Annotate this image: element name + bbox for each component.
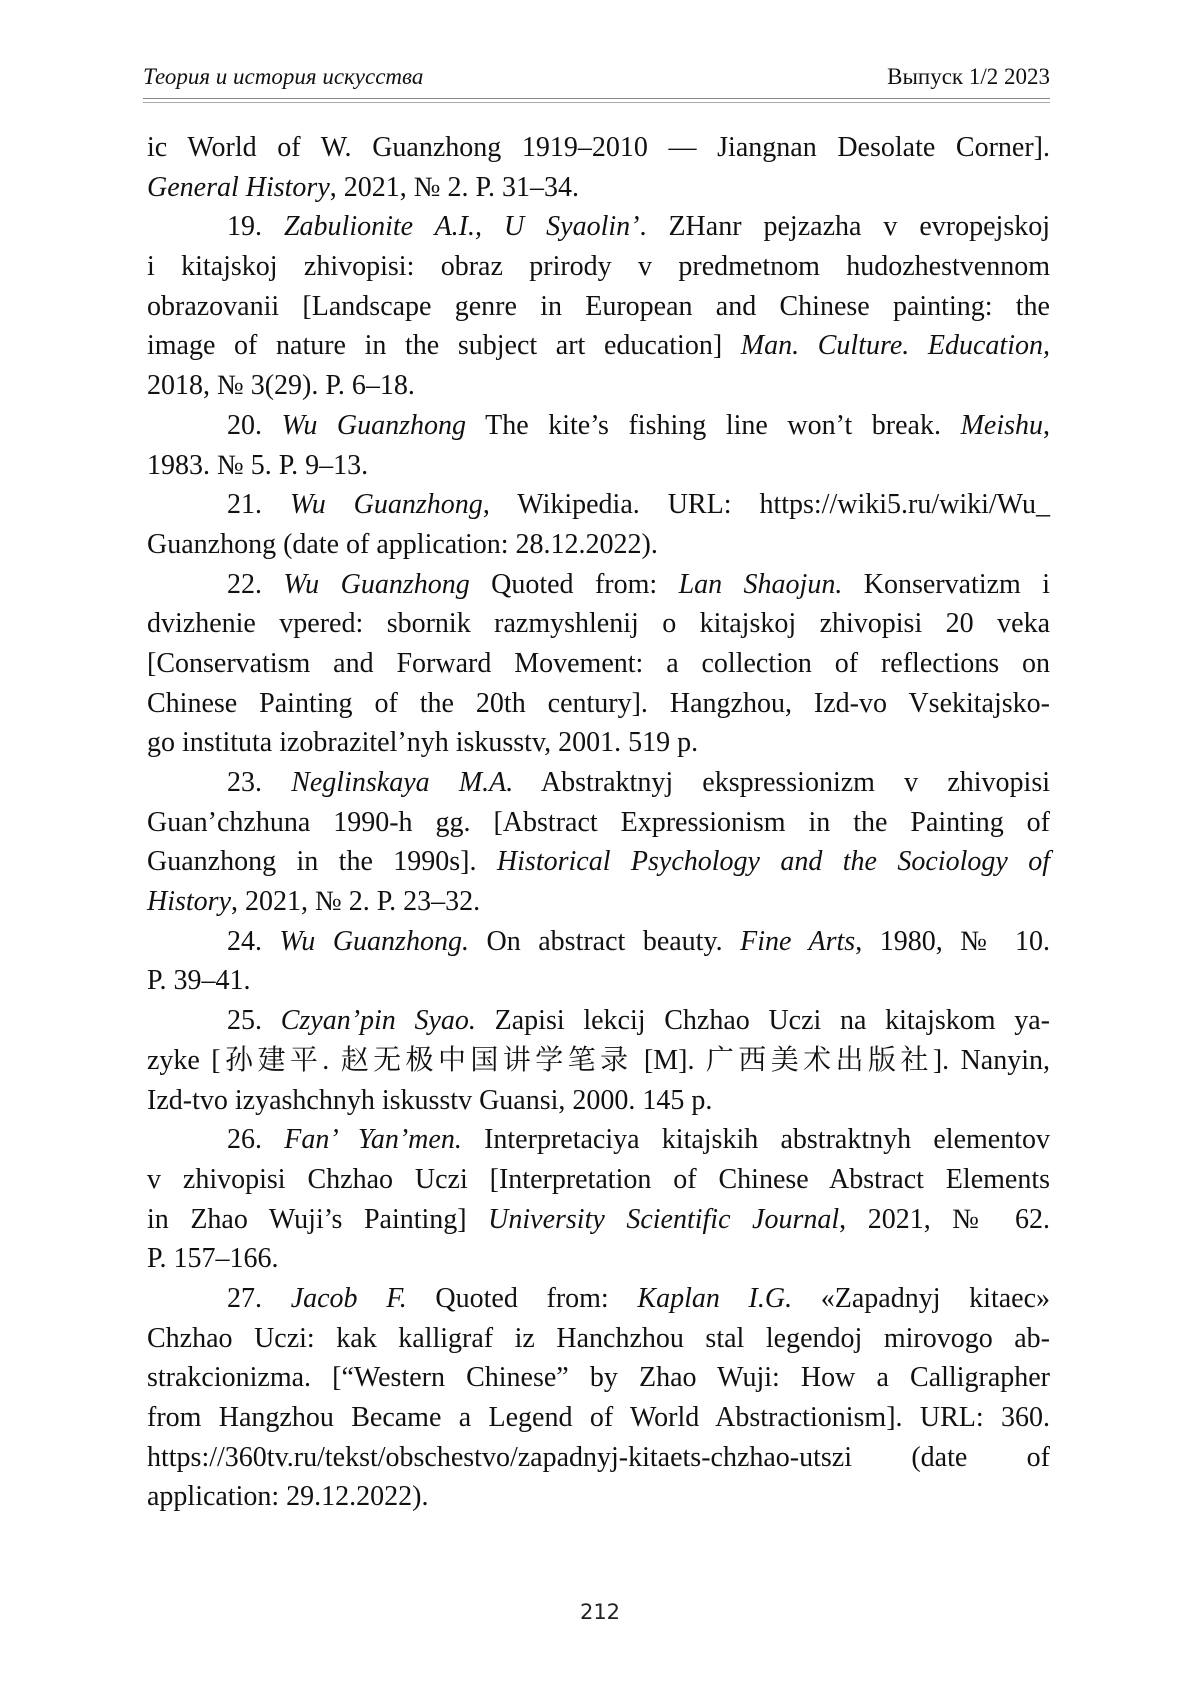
text-line (147, 1398, 1050, 1438)
italic-text: Fine Arts (740, 925, 856, 957)
text-segment: Guanzhong in the 1990s]. (147, 846, 497, 878)
text-line (147, 168, 1050, 208)
text-segment: v zhivopisi Chzhao Uczi [Interpretation of Chinese Abstract Elements (147, 1163, 1050, 1195)
text-segment: 20. (227, 409, 282, 441)
text-line (147, 485, 1050, 525)
italic-text: Czyan’pin Syao. (280, 1005, 476, 1037)
text-line (147, 803, 1050, 843)
text-segment: Chinese Painting of the 20th century]. Hangzhou, Izd-vo Vsekitajsko- (147, 687, 1050, 719)
reference-list (147, 128, 1050, 1517)
text-segment: from Hangzhou Became a Legend of World Abstractionism]. URL: 360. (147, 1402, 1050, 1433)
italic-text: Neglinskaya M.A. (291, 767, 514, 798)
text-line (147, 1319, 1050, 1359)
running-header (143, 64, 1050, 94)
text-segment: obrazovanii [Landscape genre in European and Chinese painting: the (147, 290, 1050, 322)
page-number: 212 (579, 1600, 621, 1624)
text-line (147, 207, 1050, 247)
text-segment: go instituta izobrazitel’nyh iskusstv, 2001. 519 p. (147, 727, 699, 759)
header-rule (143, 98, 1050, 103)
italic-text: Meishu (960, 409, 1043, 441)
text-segment: 24. (227, 925, 280, 957)
text-line (147, 922, 1050, 962)
text-segment: . ZHanr pejzazha v evropejskoj (639, 211, 1051, 243)
italic-text: University Scientific Journal (488, 1203, 840, 1235)
italic-text: Wu Guanzhong (283, 568, 470, 600)
italic-text: Wu Guanzhong (281, 409, 467, 441)
text-line (147, 1001, 1050, 1041)
text-segment: 26. (227, 1124, 285, 1156)
italic-text: Jacob F. (290, 1282, 407, 1314)
text-segment: , 2021, № 62. (839, 1203, 1051, 1235)
text-segment: P. 157–166. (147, 1243, 279, 1275)
text-segment: 22. (227, 568, 284, 600)
journal-title: Теория и история искусства (143, 64, 424, 89)
text-segment: zyke [孙建平. 赵无极中国讲学笔录 [M]. 广西美术出版社]. Nanyin, (147, 1044, 1050, 1076)
text-line (147, 247, 1050, 287)
italic-text: Historical Psychology and the Sociology of (496, 846, 1050, 878)
text-segment: «Zapadnyj kitaec» (792, 1282, 1051, 1314)
text-segment: Izd-tvo izyashchnyh iskusstv Guansi, 2000. 145 p. (147, 1084, 713, 1116)
italic-text: History (147, 886, 231, 918)
text-segment: in Zhao Wuji’s Painting] (147, 1203, 489, 1235)
text-line (147, 406, 1050, 446)
text-line (147, 287, 1050, 327)
text-line (147, 1477, 1050, 1517)
text-segment: Abstraktnyj ekspressionizm v zhivopisi (513, 767, 1051, 798)
text-segment: 21. (227, 489, 290, 521)
text-line (147, 1279, 1050, 1319)
text-segment: dvizhenie vpered: sbornik razmyshlenij o kitajskoj zhivopisi 20 veka (147, 608, 1050, 640)
text-line (147, 1358, 1050, 1398)
text-line (147, 961, 1050, 1001)
text-line (147, 1120, 1050, 1160)
text-line (147, 684, 1050, 724)
text-segment: ic World of W. Guanzhong 1919–2010 — Jiangnan Desolate Corner]. (147, 132, 1050, 163)
text-segment: P. 39–41. (147, 965, 251, 997)
italic-text: Wu Guanzhong (289, 489, 483, 521)
text-segment: 2018, № 3(29). P. 6–18. (147, 370, 415, 402)
text-segment: Konservatizm i (842, 568, 1050, 600)
text-segment: , 2021, № 2. P. 31–34. (329, 171, 579, 203)
text-line (147, 326, 1050, 366)
text-segment: [Conservatism and Forward Movement: a collection of reflections on (147, 647, 1050, 679)
text-segment: i kitajskoj zhivopisi: obraz prirody v predmetnom hudozhestvennom (147, 251, 1050, 283)
text-line (147, 128, 1050, 168)
issue-number: Выпуск 1/2 2023 (887, 64, 1050, 89)
italic-text: Kaplan I.G. (637, 1282, 793, 1314)
text-segment: Interpretaciya kitajskih abstraktnyh elementov (461, 1124, 1050, 1156)
text-segment: Quoted from: (406, 1282, 638, 1314)
italic-text: Man. Culture. Education, (740, 330, 1050, 362)
text-line (147, 723, 1050, 763)
text-segment: Zapisi lekcij Chzhao Uczi na kitajskom ya- (475, 1005, 1051, 1037)
text-line (147, 1239, 1050, 1279)
text-line (147, 604, 1050, 644)
text-line (147, 525, 1050, 565)
text-line (147, 366, 1050, 406)
text-line (147, 1160, 1050, 1200)
text-segment: , Wikipedia. URL: https://wiki5.ru/wiki/Wu_ (482, 489, 1050, 521)
text-segment: Quoted from: (469, 568, 679, 600)
text-segment: 19. (227, 211, 284, 243)
text-line (147, 842, 1050, 882)
text-segment: https://360tv.ru/tekst/obschestvo/zapadnyj-kitaets-chzhao-utszi (date of (147, 1441, 1050, 1473)
text-segment: strakcionizma. [“Western Chinese” by Zhao Wuji: How a Calligrapher (147, 1362, 1050, 1394)
text-segment: Guanzhong (date of application: 28.12.2022). (147, 528, 658, 560)
text-line (147, 1438, 1050, 1478)
text-line (147, 763, 1050, 803)
text-line (147, 644, 1050, 684)
text-segment: The kite’s fishing line won’t break. (466, 409, 961, 441)
text-segment: 1983. № 5. P. 9–13. (147, 449, 369, 481)
text-line (147, 1041, 1050, 1081)
text-line (147, 882, 1050, 922)
text-segment: , 2021, № 2. P. 23–32. (231, 886, 481, 918)
text-segment: image of nature in the subject art education] (147, 330, 741, 362)
text-segment: On abstract beauty. (468, 925, 741, 957)
text-segment: application: 29.12.2022). (147, 1481, 429, 1513)
text-segment: 23. (227, 767, 292, 798)
text-line (147, 1081, 1050, 1121)
text-segment: 27. (227, 1282, 291, 1314)
text-line (147, 565, 1050, 605)
italic-text: General History (147, 171, 330, 203)
text-segment: , (1043, 409, 1050, 441)
italic-text: Wu Guanzhong. (279, 925, 469, 957)
text-segment: 25. (227, 1005, 281, 1037)
text-segment: Guan’chzhuna 1990-h gg. [Abstract Expressionism in the Painting of (147, 806, 1050, 838)
text-line (147, 446, 1050, 486)
italic-text: Zabulionite A.I., U Syaolin’ (283, 211, 640, 243)
text-segment: Chzhao Uczi: kak kalligraf iz Hanchzhou stal legendoj mirovogo ab- (147, 1322, 1050, 1354)
text-segment: , 1980, № 10. (855, 925, 1051, 957)
text-line (147, 1200, 1050, 1240)
italic-text: Lan Shaojun. (678, 568, 843, 600)
italic-text: Fan’ Yan’men. (284, 1124, 462, 1156)
